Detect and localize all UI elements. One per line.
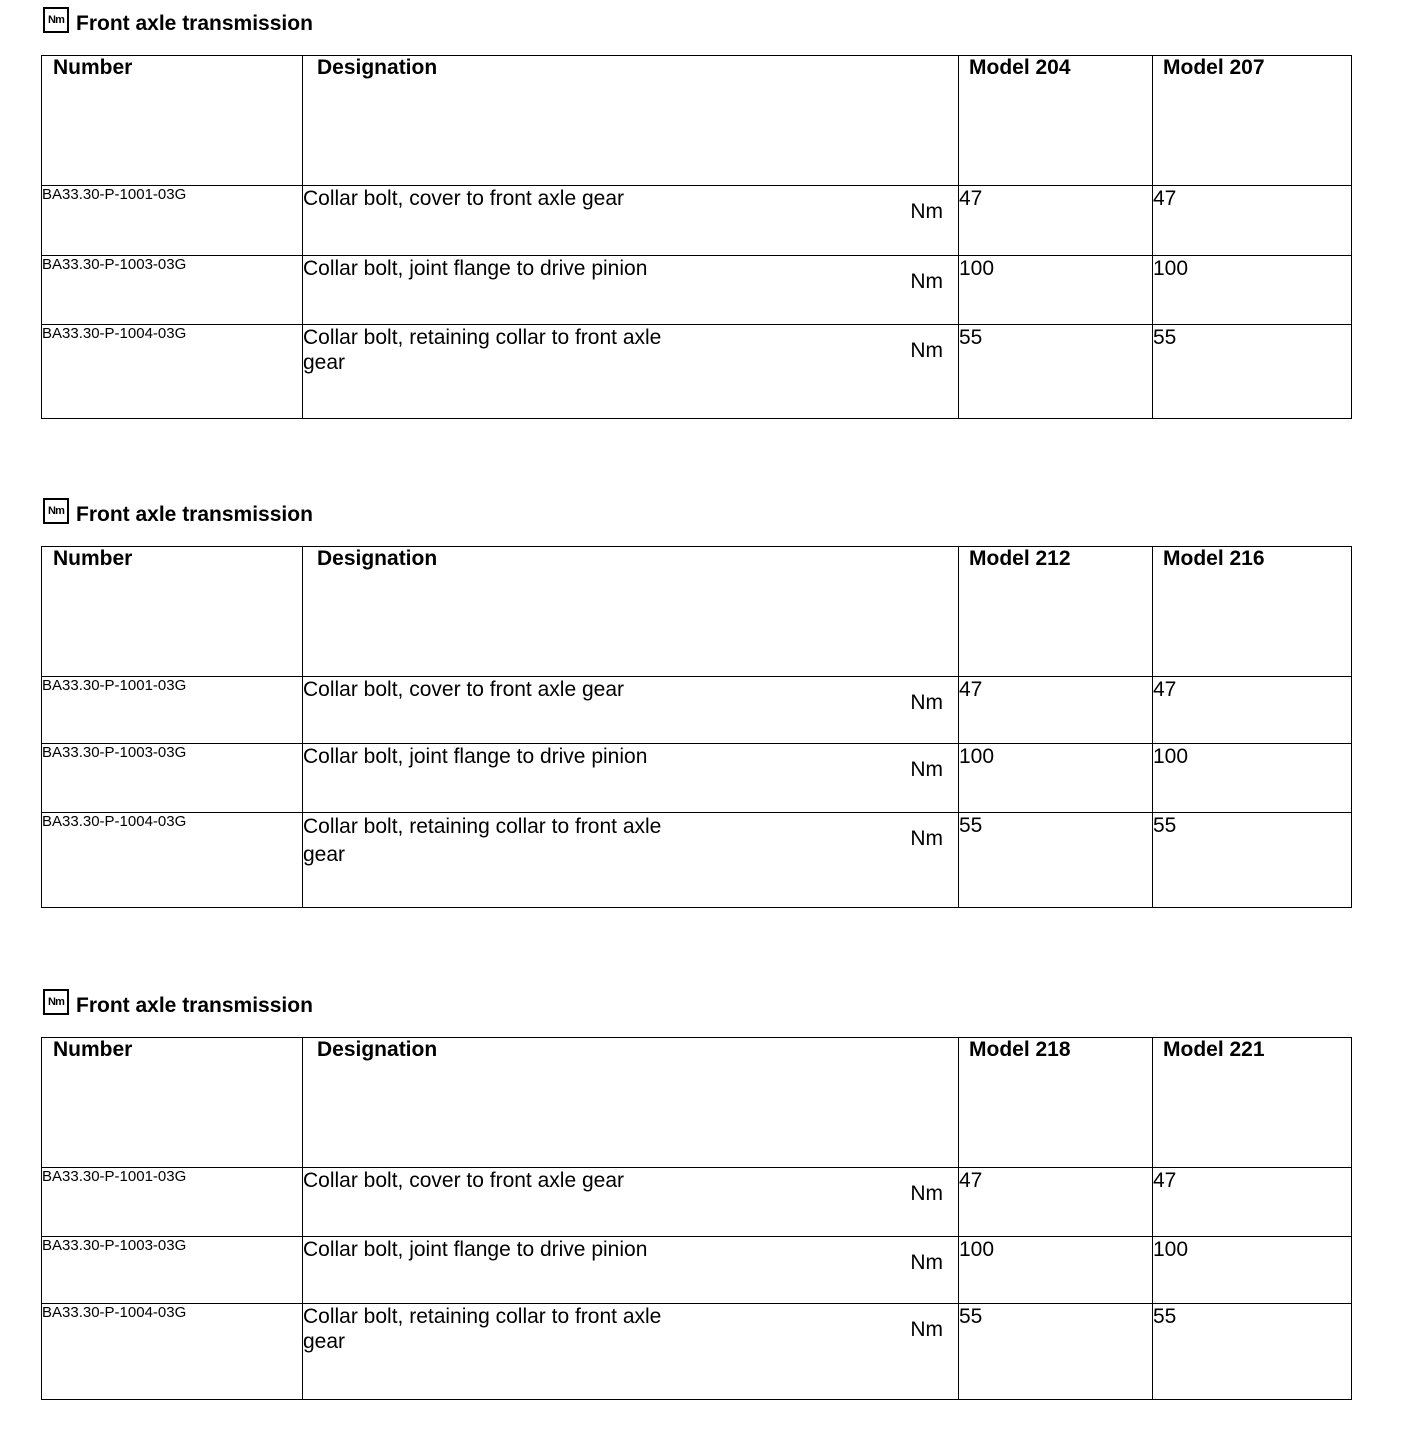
row-designation: Collar bolt, cover to front axle gear bbox=[303, 187, 624, 210]
header-model-a: Model 212 bbox=[959, 547, 1153, 677]
header-number: Number bbox=[42, 1038, 303, 1168]
row-number: BA33.30-P-1001-03G bbox=[42, 677, 303, 744]
table-row bbox=[42, 1237, 1352, 1304]
row-unit: Nm bbox=[910, 1251, 943, 1274]
table-row bbox=[42, 325, 1352, 419]
section-title-2 bbox=[43, 500, 313, 530]
row-unit: Nm bbox=[910, 339, 943, 362]
section-title-text: Front axle transmission bbox=[76, 503, 313, 526]
row-value-a: 100 bbox=[959, 1237, 1153, 1304]
row-value-b: 55 bbox=[1153, 325, 1352, 419]
row-designation: Collar bolt, retaining collar to front axle gear bbox=[303, 326, 662, 374]
row-designation-cell bbox=[303, 677, 959, 744]
table-row bbox=[42, 744, 1352, 813]
row-value-a: 55 bbox=[959, 813, 1153, 908]
row-unit: Nm bbox=[910, 200, 943, 223]
header-number: Number bbox=[42, 547, 303, 677]
nm-torque-icon: Nm bbox=[43, 7, 69, 33]
torque-table-3 bbox=[41, 1037, 1352, 1400]
table-row bbox=[42, 1304, 1352, 1400]
row-value-a: 47 bbox=[959, 186, 1153, 256]
row-number: BA33.30-P-1004-03G bbox=[42, 1304, 303, 1400]
row-designation-cell bbox=[303, 813, 959, 908]
table-header-row bbox=[42, 547, 1352, 677]
row-number: BA33.30-P-1003-03G bbox=[42, 744, 303, 813]
header-designation: Designation bbox=[303, 1038, 959, 1168]
header-number: Number bbox=[42, 56, 303, 186]
row-value-a: 55 bbox=[959, 325, 1153, 419]
row-value-a: 100 bbox=[959, 744, 1153, 813]
row-unit: Nm bbox=[910, 1182, 943, 1205]
section-title-text: Front axle transmission bbox=[76, 994, 313, 1017]
row-number: BA33.30-P-1004-03G bbox=[42, 325, 303, 419]
row-value-a: 47 bbox=[959, 677, 1153, 744]
row-value-a: 55 bbox=[959, 1304, 1153, 1400]
table-row bbox=[42, 813, 1352, 908]
header-model-a: Model 204 bbox=[959, 56, 1153, 186]
table-header-row bbox=[42, 1038, 1352, 1168]
row-unit: Nm bbox=[910, 270, 943, 293]
row-value-b: 100 bbox=[1153, 1237, 1352, 1304]
row-designation-cell bbox=[303, 1168, 959, 1237]
row-value-b: 55 bbox=[1153, 1304, 1352, 1400]
header-designation: Designation bbox=[303, 56, 959, 186]
row-unit: Nm bbox=[910, 691, 943, 714]
nm-torque-icon: Nm bbox=[43, 498, 69, 524]
row-value-b: 47 bbox=[1153, 186, 1352, 256]
header-model-b: Model 221 bbox=[1153, 1038, 1352, 1168]
row-value-b: 47 bbox=[1153, 677, 1352, 744]
row-value-b: 55 bbox=[1153, 813, 1352, 908]
row-value-b: 100 bbox=[1153, 744, 1352, 813]
header-model-a: Model 218 bbox=[959, 1038, 1153, 1168]
row-designation: Collar bolt, cover to front axle gear bbox=[303, 1169, 624, 1192]
row-value-b: 100 bbox=[1153, 256, 1352, 325]
table-row bbox=[42, 1168, 1352, 1237]
row-designation: Collar bolt, joint flange to drive pinion bbox=[303, 257, 648, 280]
torque-table-2 bbox=[41, 546, 1352, 908]
header-model-b: Model 207 bbox=[1153, 56, 1352, 186]
row-value-b: 47 bbox=[1153, 1168, 1352, 1237]
header-designation: Designation bbox=[303, 547, 959, 677]
row-designation: Collar bolt, retaining collar to front axle gear bbox=[303, 815, 662, 866]
table-row bbox=[42, 677, 1352, 744]
table-header-row bbox=[42, 56, 1352, 186]
row-value-a: 47 bbox=[959, 1168, 1153, 1237]
row-value-a: 100 bbox=[959, 256, 1153, 325]
header-model-b: Model 216 bbox=[1153, 547, 1352, 677]
row-designation-cell bbox=[303, 256, 959, 325]
torque-table-1 bbox=[41, 55, 1352, 419]
row-number: BA33.30-P-1003-03G bbox=[42, 256, 303, 325]
row-designation-cell bbox=[303, 744, 959, 813]
section-title-text: Front axle transmission bbox=[76, 12, 313, 35]
section-title-1 bbox=[43, 9, 313, 39]
row-unit: Nm bbox=[910, 1318, 943, 1341]
row-designation: Collar bolt, joint flange to drive pinion bbox=[303, 745, 648, 768]
table-row bbox=[42, 186, 1352, 256]
row-number: BA33.30-P-1004-03G bbox=[42, 813, 303, 908]
row-unit: Nm bbox=[910, 758, 943, 781]
row-number: BA33.30-P-1001-03G bbox=[42, 186, 303, 256]
row-designation: Collar bolt, joint flange to drive pinion bbox=[303, 1238, 648, 1261]
row-designation-cell bbox=[303, 186, 959, 256]
row-number: BA33.30-P-1001-03G bbox=[42, 1168, 303, 1237]
row-designation: Collar bolt, cover to front axle gear bbox=[303, 678, 624, 701]
row-designation-cell bbox=[303, 1237, 959, 1304]
row-number: BA33.30-P-1003-03G bbox=[42, 1237, 303, 1304]
row-designation: Collar bolt, retaining collar to front axle gear bbox=[303, 1305, 662, 1353]
row-designation-cell bbox=[303, 1304, 959, 1400]
nm-torque-icon: Nm bbox=[43, 989, 69, 1015]
row-unit: Nm bbox=[910, 827, 943, 850]
row-designation-cell bbox=[303, 325, 959, 419]
table-row bbox=[42, 256, 1352, 325]
section-title-3 bbox=[43, 991, 313, 1021]
